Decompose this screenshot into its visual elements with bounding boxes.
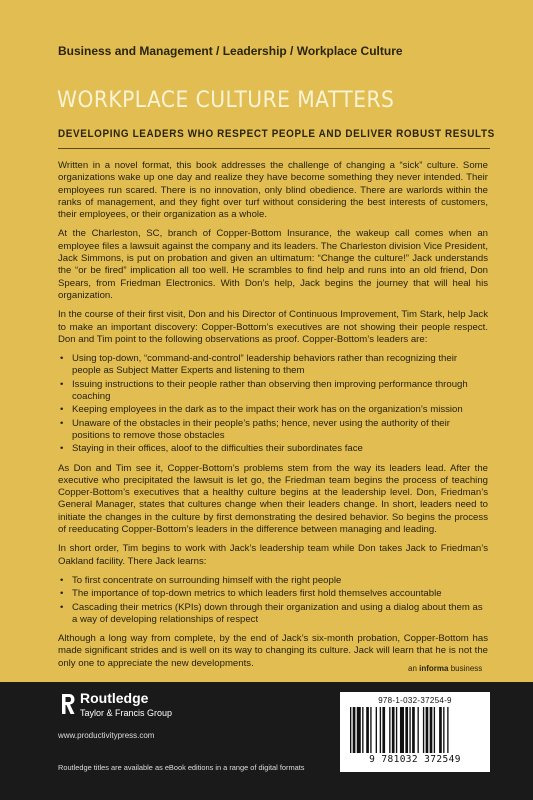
barcode-bar <box>389 707 390 753</box>
list-item: • Staying in their offices, aloof to the difficulties their subordinates face <box>58 443 488 455</box>
blurb-paragraph-6: Although a long way from complete, by the end of Jack’s six-month probation, Copper-Bottom has made significant strides and is well on its way to changing its culture. Jack will learn that he is not the only one to appreciate the new developments. <box>58 633 488 669</box>
barcode-bar <box>382 707 385 753</box>
barcode-bar <box>434 707 435 753</box>
list-item: • The importance of top-down metrics to which leaders first hold themselves accountable <box>58 588 488 600</box>
barcode-bar <box>357 707 361 753</box>
informa-suffix: business <box>448 664 483 673</box>
barcode-bar <box>439 707 442 753</box>
barcode-bar <box>370 707 371 753</box>
barcode-bar <box>430 707 433 753</box>
barcode-bar <box>396 707 397 753</box>
list-item: • To first concentrate on surrounding himself with the right people <box>58 575 488 587</box>
blurb-text <box>58 160 488 677</box>
list-item: • Using top-down, “command-and-control” leadership behaviors rather than recognizing their people as Subject Matter Experts and listening to them <box>58 353 488 378</box>
category-line: Business and Management / Leadership / Workplace Culture <box>58 44 403 58</box>
blurb-paragraph-1: Written in a novel format, this book addresses the challenge of changing a “sick” culture. Some organizations wake up one day and realize they have become something they never intended. Their employees run scared. There is no innovation, only blind obedience. There are warlords within the ranks of management, and they fight over turf without considering the best interests of customers, their employees, or their organization as a whole. <box>58 160 488 221</box>
isbn-digits: 9 781032 372549 <box>369 754 461 765</box>
lessons-list <box>58 575 488 626</box>
barcode-bar <box>362 707 363 753</box>
barcode-bar <box>350 707 351 753</box>
barcode-bar <box>443 707 444 753</box>
blurb-paragraph-4: As Don and Tim see it, Copper-Bottom’s problems stem from the way its leaders lead. After the executive who precipitated the lawsuit is let go, the Friedman team begins the process of teaching Copper-Bottom’s executives that a healthy culture begins at the leadership level. Don, Friedman’s General Manager, states that cultures change when their leaders change. In short, leaders need to initiate the changes in the culture by first demonstrating the desired behavior. So begins the process of reeducating Copper-Bottom’s leaders in the difference between managing and leading. <box>58 462 488 536</box>
barcode-bar <box>426 707 429 753</box>
publisher-group: Taylor & Francis Group <box>80 708 173 718</box>
book-title: WORKPLACE CULTURE MATTERS <box>57 88 395 113</box>
barcode-bar <box>412 707 415 753</box>
barcode-bar <box>400 707 404 753</box>
blurb-paragraph-3: In the course of their first visit, Don and his Director of Continuous Improvement, Tim Stark, help Jack to make an important discovery: Copper-Bottom’s executives are not showing their people respect. Don and Tim point to the following observations as proof. Copper-Bottom’s leaders are: <box>58 309 488 345</box>
barcode-bar <box>376 707 377 753</box>
barcode-bar <box>366 707 369 753</box>
isbn-barcode-box <box>340 692 490 772</box>
barcode-icon <box>350 707 480 753</box>
barcode-bar <box>423 707 424 753</box>
barcode-bar <box>380 707 381 753</box>
barcode-bar <box>418 707 419 753</box>
barcode-bar <box>405 707 408 753</box>
barcode-bar <box>353 707 356 753</box>
observations-list <box>58 353 488 455</box>
blurb-paragraph-5: In short order, Tim begins to work with Jack’s leadership team while Don takes Jack to Friedman’s Oakland facility. There Jack learns: <box>58 543 488 567</box>
list-item: • Cascading their metrics (KPIs) down through their organization and using a dialog about them as a way of developing relationships of respect <box>58 602 488 627</box>
list-item: • Issuing instructions to their people rather than observing then improving performance through coaching <box>58 379 488 404</box>
barcode-bar <box>392 707 395 753</box>
informa-tagline <box>408 664 482 673</box>
publisher-url[interactable]: www.productivitypress.com <box>58 731 155 740</box>
informa-prefix: an <box>408 664 420 673</box>
barcode-bar <box>409 707 410 753</box>
routledge-logo-icon <box>60 693 76 715</box>
list-item: • Keeping employees in the dark as to the impact their work has on the organization’s mission <box>58 404 488 416</box>
title-divider <box>58 148 490 149</box>
publisher-name: Routledge <box>80 690 149 706</box>
informa-brand: informa <box>419 664 449 673</box>
blurb-paragraph-2: At the Charleston, SC, branch of Copper-Bottom Insurance, the wakeup call comes when an employee files a lawsuit against the company and its leaders. The Charleston division Vice President, Jack Simmons, is put on probation and given an ultimatum: “Change the culture!” Jack understands the “or be fired” implication all too well. He scrambles to find help and runs into an old friend, Don Spears, from Friedman Electronics. With Don’s help, Jack begins the journey that will heal his organization. <box>58 228 488 301</box>
barcode-bar <box>447 707 448 753</box>
list-item: • Unaware of the obstacles in their people’s paths; hence, never using the authority of their positions to remove those obstacles <box>58 418 488 443</box>
book-subtitle: DEVELOPING LEADERS WHO RESPECT PEOPLE AND DELIVER ROBUST RESULTS <box>58 128 495 140</box>
ebook-note: Routledge titles are available as eBook editions in a range of digital formats <box>58 763 305 772</box>
isbn-number: 978-1-032-37254-9 <box>378 696 452 705</box>
